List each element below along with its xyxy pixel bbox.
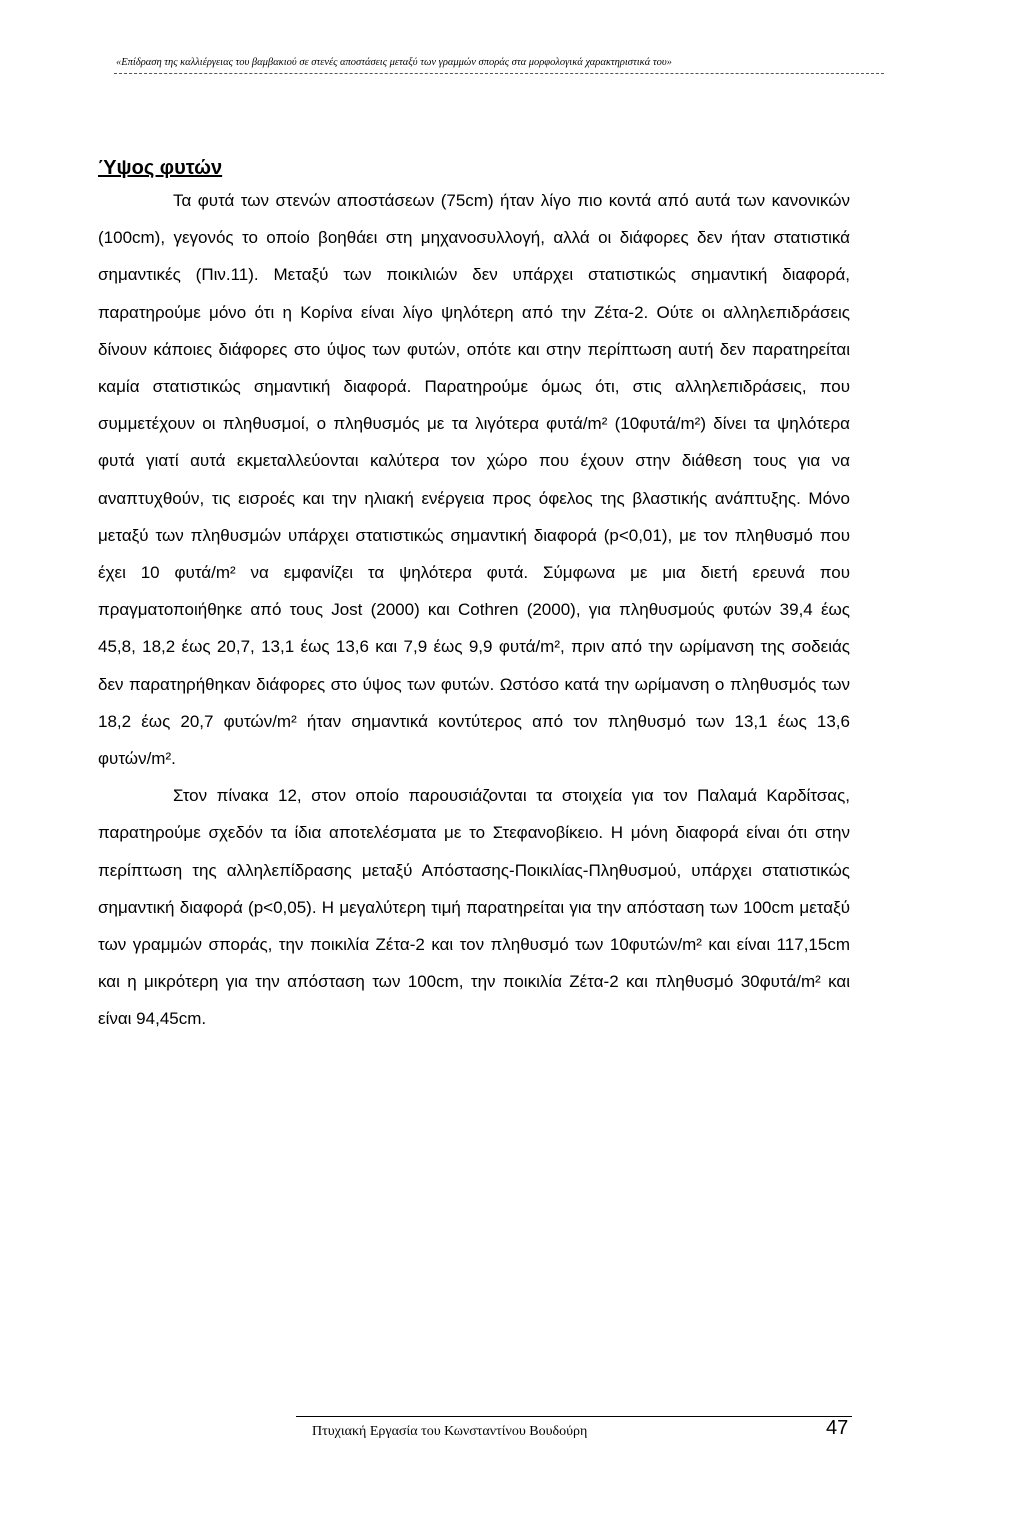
paragraph-plant-height: Τα φυτά των στενών αποστάσεων (75cm) ήταν λίγο πιο κοντά από αυτά των κανονικών (100cm), γεγονός το οποίο βοηθάει στη μηχανοσυλλογή, αλλά οι διάφορες δεν ήταν στατιστικά σημαντικές (Πιν.11). Μεταξύ των ποικιλιών δεν υπάρχει στατιστικώς σημαντική διαφορά, παρατηρούμε μόνο ότι η Κορίνα είναι λίγο ψηλότερη από την Ζέτα-2. Ούτε οι αλληλεπιδράσεις δίνουν κάποιες διάφορες στο ύψος των φυτών, οπότε και στην περίπτωση αυτή δεν παρατηρείται καμία στατιστικώς σημαντική διαφορά. Παρατηρούμε όμως ότι, στις αλληλεπιδράσεις, που συμμετέχουν οι πληθυσμοί, ο πληθυσμός με τα λιγότερα φυτά/m² (10φυτά/m²) δίνει τα ψηλότερα φυτά γιατί αυτά εκμεταλλεύονται καλύτερα τον χώρο που έχουν στην διάθεση τους για να αναπτυχθούν, τις εισροές και την ηλιακή ενέργεια προς όφελος της βλαστικής ανάπτυξης. Μόνο μεταξύ των πληθυσμών υπάρχει στατιστικώς σημαντική διαφορά (p<0,01), με τον πληθυσμό που έχει 10 φυτά/m² να εμφανίζει τα ψηλότερα φυτά. Σύμφωνα με μια διετή ερευνά που πραγματοποιήθηκε από τους Jost (2000) και Cothren (2000), για πληθυσμούς φυτών 39,4 έως 45,8, 18,2 έως 20,7, 13,1 έως 13,6 και 7,9 έως 9,9 φυτά/m², πριν από την ωρίμανση της σοδειάς δεν παρατηρήθηκαν διάφορες στο ύψος των φυτών. Ωστόσο κατά την ωρίμανση ο πληθυσμός των 18,2 έως 20,7 φυτών/m² ήταν σημαντικά κοντύτερος από τον πληθυσμό των 13,1 έως 13,6 φυτών/m². bbox=[98, 191, 850, 769]
section-heading: Ύψος φυτών bbox=[98, 157, 223, 179]
footer-rule bbox=[296, 1416, 852, 1417]
running-header: «Επίδραση της καλλιέργειας του βαμβακιού σε στενές αποστάσεις μεταξύ των γραμμών σποράς στα μορφολογικά χαρακτηριστικά του» bbox=[116, 57, 672, 68]
footer-credit: Πτυχιακή Εργασία του Κωνσταντίνου Βουδούρη bbox=[312, 1424, 588, 1439]
paragraph-table-12: Στον πίνακα 12, στον οποίο παρουσιάζονται τα στοιχεία για τον Παλαμά Καρδίτσας, παρατηρούμε σχεδόν τα ίδια αποτελέσματα με το Στεφανοβίκειο. Η μόνη διαφορά είναι ότι στην περίπτωση της αλληλεπίδρασης μεταξύ Απόστασης-Ποικιλίας-Πληθυσμού, υπάρχει στατιστικώς σημαντική διαφορά (p<0,05). Η μεγαλύτερη τιμή παρατηρείται για την απόσταση των 100cm μεταξύ των γραμμών σποράς, την ποικιλία Ζέτα-2 και τον πληθυσμό των 10φυτών/m² και είναι 117,15cm και η μικρότερη για την απόσταση των 100cm, την ποικιλία Ζέτα-2 και πληθυσμό 30φυτά/m² και είναι 94,45cm. bbox=[98, 786, 850, 1029]
header-rule bbox=[114, 73, 884, 74]
body-text bbox=[98, 182, 850, 1038]
page-number: 47 bbox=[826, 1417, 849, 1439]
